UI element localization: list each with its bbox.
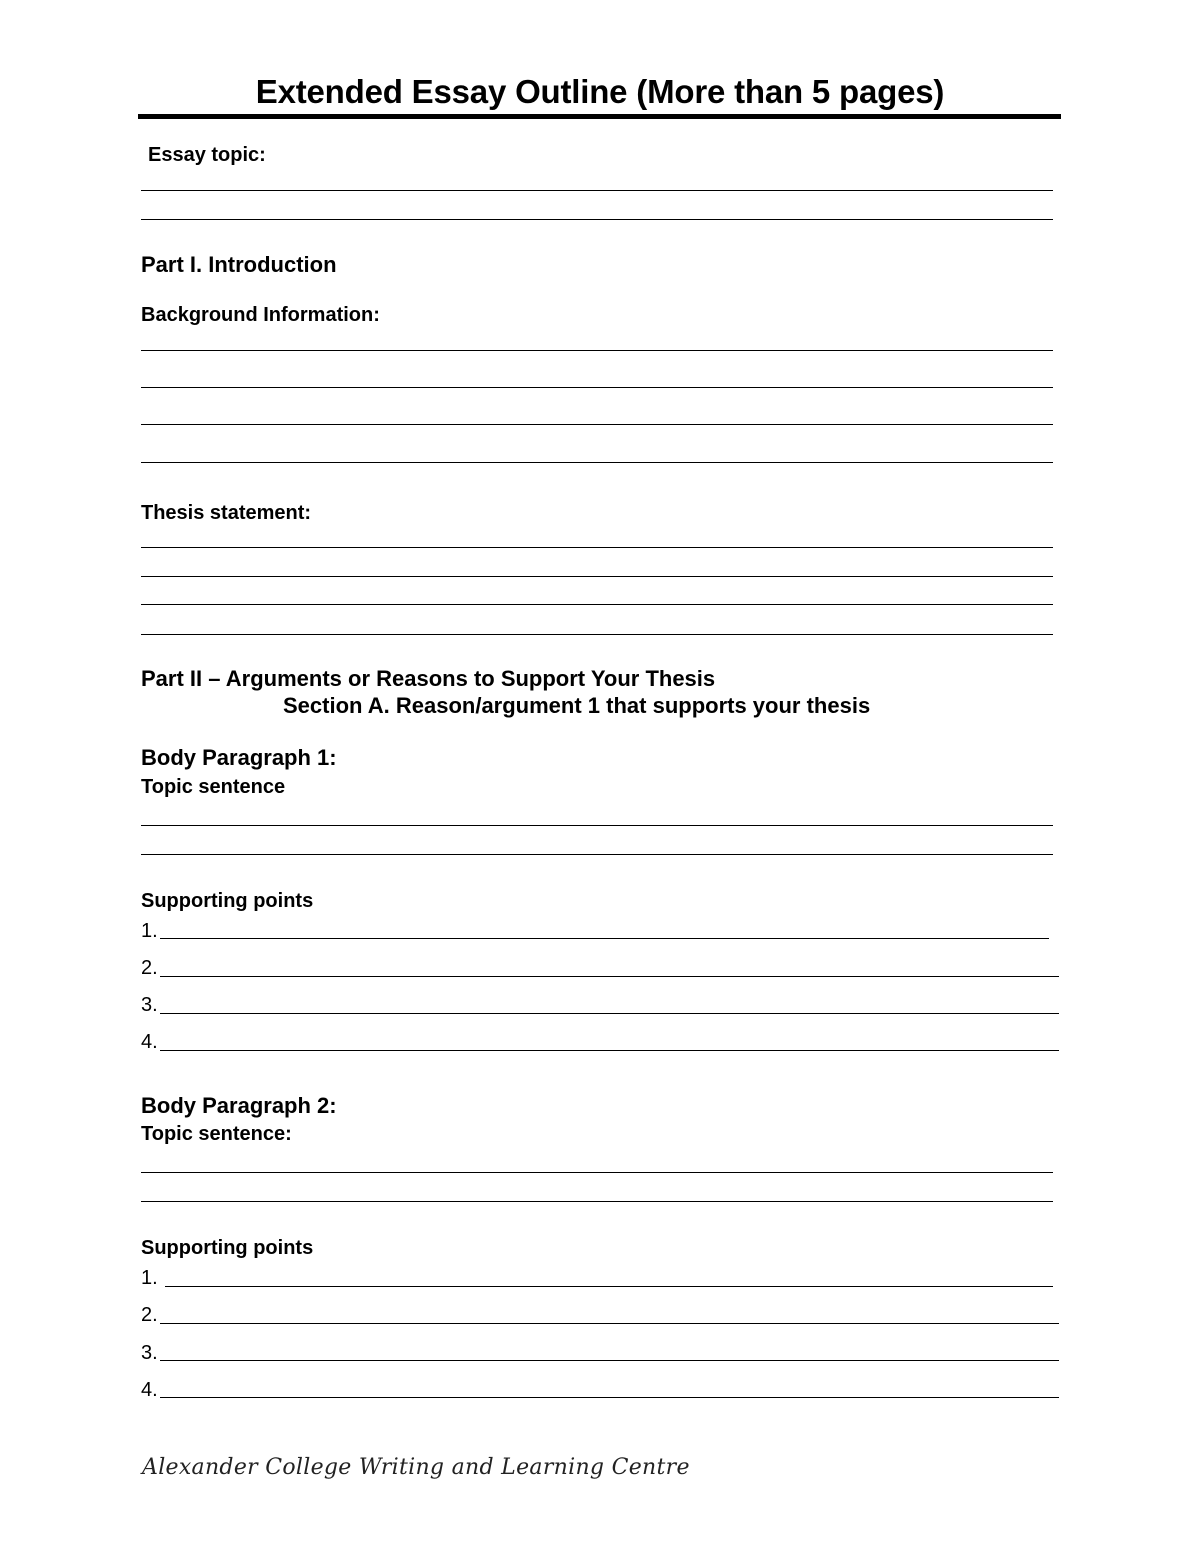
body-paragraph-2-heading: Body Paragraph 2: <box>141 1093 337 1118</box>
body-1-point-line-2[interactable] <box>160 976 1059 977</box>
background-line-3[interactable] <box>141 424 1053 425</box>
body-2-topic-line-2[interactable] <box>141 1201 1053 1202</box>
body-1-point-line-3[interactable] <box>160 1013 1059 1014</box>
page-title: Extended Essay Outline (More than 5 pages) <box>255 73 945 110</box>
body-1-point-line-1[interactable] <box>160 938 1049 939</box>
thesis-label: Thesis statement: <box>141 502 312 524</box>
essay-topic-label: Essay topic: <box>148 144 266 166</box>
body-2-point-line-2[interactable] <box>160 1323 1059 1324</box>
part-1-heading: Part I. Introduction <box>141 252 337 277</box>
body-1-point-number: 4. <box>141 1031 158 1053</box>
body-2-point-number: 3. <box>141 1342 158 1364</box>
body-paragraph-1-heading: Body Paragraph 1: <box>141 745 337 770</box>
body-2-point-line-4[interactable] <box>160 1397 1059 1398</box>
footer-credit: Alexander College Writing and Learning Centre <box>142 1455 690 1480</box>
body-2-point-number: 1. <box>141 1267 158 1289</box>
essay-topic-line-1[interactable] <box>141 190 1053 191</box>
part-2-heading: Part II – Arguments or Reasons to Support Your Thesis <box>141 666 716 691</box>
section-a-heading: Section A. Reason/argument 1 that supports your thesis <box>283 693 871 718</box>
body-1-point-number: 1. <box>141 920 158 942</box>
body-2-supporting-label: Supporting points <box>141 1237 314 1259</box>
body-1-point-line-4[interactable] <box>160 1050 1059 1051</box>
body-2-topic-line-1[interactable] <box>141 1172 1053 1173</box>
thesis-line-4[interactable] <box>141 634 1053 635</box>
body-2-point-line-1[interactable] <box>165 1286 1053 1287</box>
background-info-label: Background Information: <box>141 304 380 326</box>
body-2-point-line-3[interactable] <box>160 1360 1059 1361</box>
body-1-point-number: 2. <box>141 957 158 979</box>
body-1-topic-line-2[interactable] <box>141 854 1053 855</box>
thesis-line-1[interactable] <box>141 547 1053 548</box>
body-1-supporting-label: Supporting points <box>141 890 314 912</box>
body-2-topic-label: Topic sentence: <box>141 1123 292 1145</box>
title-underline <box>138 114 1061 119</box>
background-line-4[interactable] <box>141 462 1053 463</box>
essay-topic-line-2[interactable] <box>141 219 1053 220</box>
thesis-line-2[interactable] <box>141 576 1053 577</box>
body-1-topic-line-1[interactable] <box>141 825 1053 826</box>
body-2-point-number: 4. <box>141 1379 158 1401</box>
body-1-topic-label: Topic sentence <box>141 776 286 798</box>
thesis-line-3[interactable] <box>141 604 1053 605</box>
body-2-point-number: 2. <box>141 1304 158 1326</box>
body-1-point-number: 3. <box>141 994 158 1016</box>
background-line-1[interactable] <box>141 350 1053 351</box>
background-line-2[interactable] <box>141 387 1053 388</box>
